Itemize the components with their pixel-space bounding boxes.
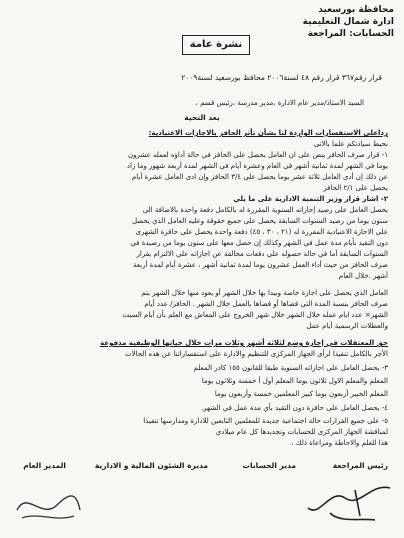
body-line: يحصل العامل على رصيد إجازاته السنوية المقررة له بالكامل دفعة واحدة بالاضافة الى bbox=[142, 206, 388, 214]
body-line: الشهر× عدد ايام عمله خلال الشهر خلال شهر الخروج على المعاش مع العلم بأن أيام السبت bbox=[122, 311, 388, 319]
stamp-icon bbox=[12, 480, 82, 525]
body-line: ٥- على جميع القرارات حالة اجتماعية جديدة للمعلمين التابعين للادارة ومدارسها تنفيذا bbox=[143, 417, 388, 425]
body-line: ٢- اشار قرار وزير التنمية الادارية على ما يلي bbox=[233, 195, 388, 203]
greeting: بعد التحية bbox=[184, 113, 220, 122]
body-line: حق المعتقلات في إجازة وضع لثلاثة أشهر وثلاث مرات خلال حياتها الوظيفية مدفوعة bbox=[100, 339, 388, 347]
body-line: يحصل على ٢/١ الحافز bbox=[323, 184, 388, 192]
body-line: على الاجازة الاعتيادية المقررة له (٢١ ، ٣٠ ، ٤٥) دفعة واحدة يحصل على حافزة الشهرى bbox=[135, 228, 388, 236]
body-line: ستون يوما من رصيد السنوات السابقة يحصل على جميع حقوقة وعليه العامل الذي يحصل bbox=[132, 217, 388, 225]
body-line: والعطلات الرسمية أيام عمل bbox=[306, 322, 388, 330]
body-line: المعلم الخبير أربعون يوما كبير المعلمين خمسة وأربعون يوما bbox=[214, 390, 388, 398]
header-department: الحسابات: المراجعة bbox=[307, 29, 394, 39]
page-title: نشرة عامة bbox=[189, 39, 243, 50]
signature-accounts-manager: مدير الحسابات bbox=[242, 461, 296, 470]
body-line: نحيط سيادتكم علما بالاتى bbox=[313, 140, 388, 148]
body-line: دون التقيد بأيام مدة عمل في الشهر وكذلك إن حصل معها على ستون يوما من رصيدة في bbox=[130, 239, 388, 247]
header-governorate: محافظة بورسعيد bbox=[318, 5, 394, 15]
body-line: عن ذلك إن أدى العامل ثلاثة عشر يوما يحصل على ٣/٤ الحافز وإن ادى العامل عشرة أيام bbox=[131, 173, 388, 181]
body-line: ١- قرار صرف الحافز ينص على ان العامل يحصل على الحافز في حالة أداؤه لعمله عشرون bbox=[127, 151, 388, 159]
decision-line: قرار رقم٣٦٧ قرار رقم ٤٨ لسنة٢٠٠٦ محافظ بورسعيد لسنة٢٠٠٩ bbox=[181, 73, 382, 82]
body-line: السنوات السابقة أما في حالة حصوله على دفعات مخالفة عن اجازاته على الالتزام بقرار bbox=[136, 250, 388, 258]
body-line: العامل الذي يحصل على اجازة خاصة وبيدا بها خلال الشهر أو يعود منها خلال الشهر يتم bbox=[141, 289, 388, 297]
body-line: صرف الحافز من حيث أداء العمل عشرون يوما لمدة ثمانية أشهر ، عشرة أيام لمدة أربعة bbox=[133, 261, 388, 269]
header-administration: ادارة شمال التعليمية bbox=[302, 17, 394, 27]
body-line: المعلم والمعلم الاول ثلاثون يوما المعلم أول أ خمسة وثلاثون يوما bbox=[201, 377, 388, 385]
addressee-line: السيد الاستاذ/مدير عام الادارة ،مدير مدرسة ،رئيس قسم ، bbox=[195, 99, 364, 107]
body-line: الأجر بالكامل تنفيذا لرأى الجهاز المركزى للتنظيم والادارة على استفساراتنا عن هذه الحالات bbox=[125, 350, 388, 358]
title-box bbox=[182, 35, 250, 55]
body-line: لمناقشة الجهاز المركزى للحسابات وتجديدها كل عام ميلادي bbox=[215, 428, 388, 436]
body-line: رداعلى الاستفسارات الواردة لنا بشأن تأثر الحافز بالاجازات الاعتيادية: bbox=[148, 129, 388, 137]
body-line: هذا للعلم والاحاطة ومراعاة ذلك . bbox=[291, 439, 388, 447]
body-line: ٣- يحصل العامل على اجازاته السنوية طبقا للقانون ١٥٥ كادر المعلم bbox=[193, 364, 388, 372]
handwritten-signature bbox=[300, 478, 396, 528]
signature-finance-director: مديرة الشئون المالية و الادارية bbox=[94, 461, 208, 470]
body-line: أشهر .خلال العام bbox=[338, 272, 388, 280]
body-line: يوما في الشهر لمدة ثمانية أشهر في العام وعشرة أيام في الشهر لمدة أربعة شهور وما زاد bbox=[126, 162, 388, 170]
body-line: صرف الحافز بنسبة المدة التي قضاها أو قضاها بالعمل خلال الشهر . الحافز/ عدد أيام bbox=[144, 300, 388, 308]
signature-reviewer: رئيس المراجعة bbox=[332, 461, 388, 470]
body-line: ٤- يحصل العامل على حافزة دون التقيد بأي مدة عمل في الشهر. bbox=[200, 404, 388, 412]
signature-general-manager: المدير العام bbox=[23, 461, 66, 470]
